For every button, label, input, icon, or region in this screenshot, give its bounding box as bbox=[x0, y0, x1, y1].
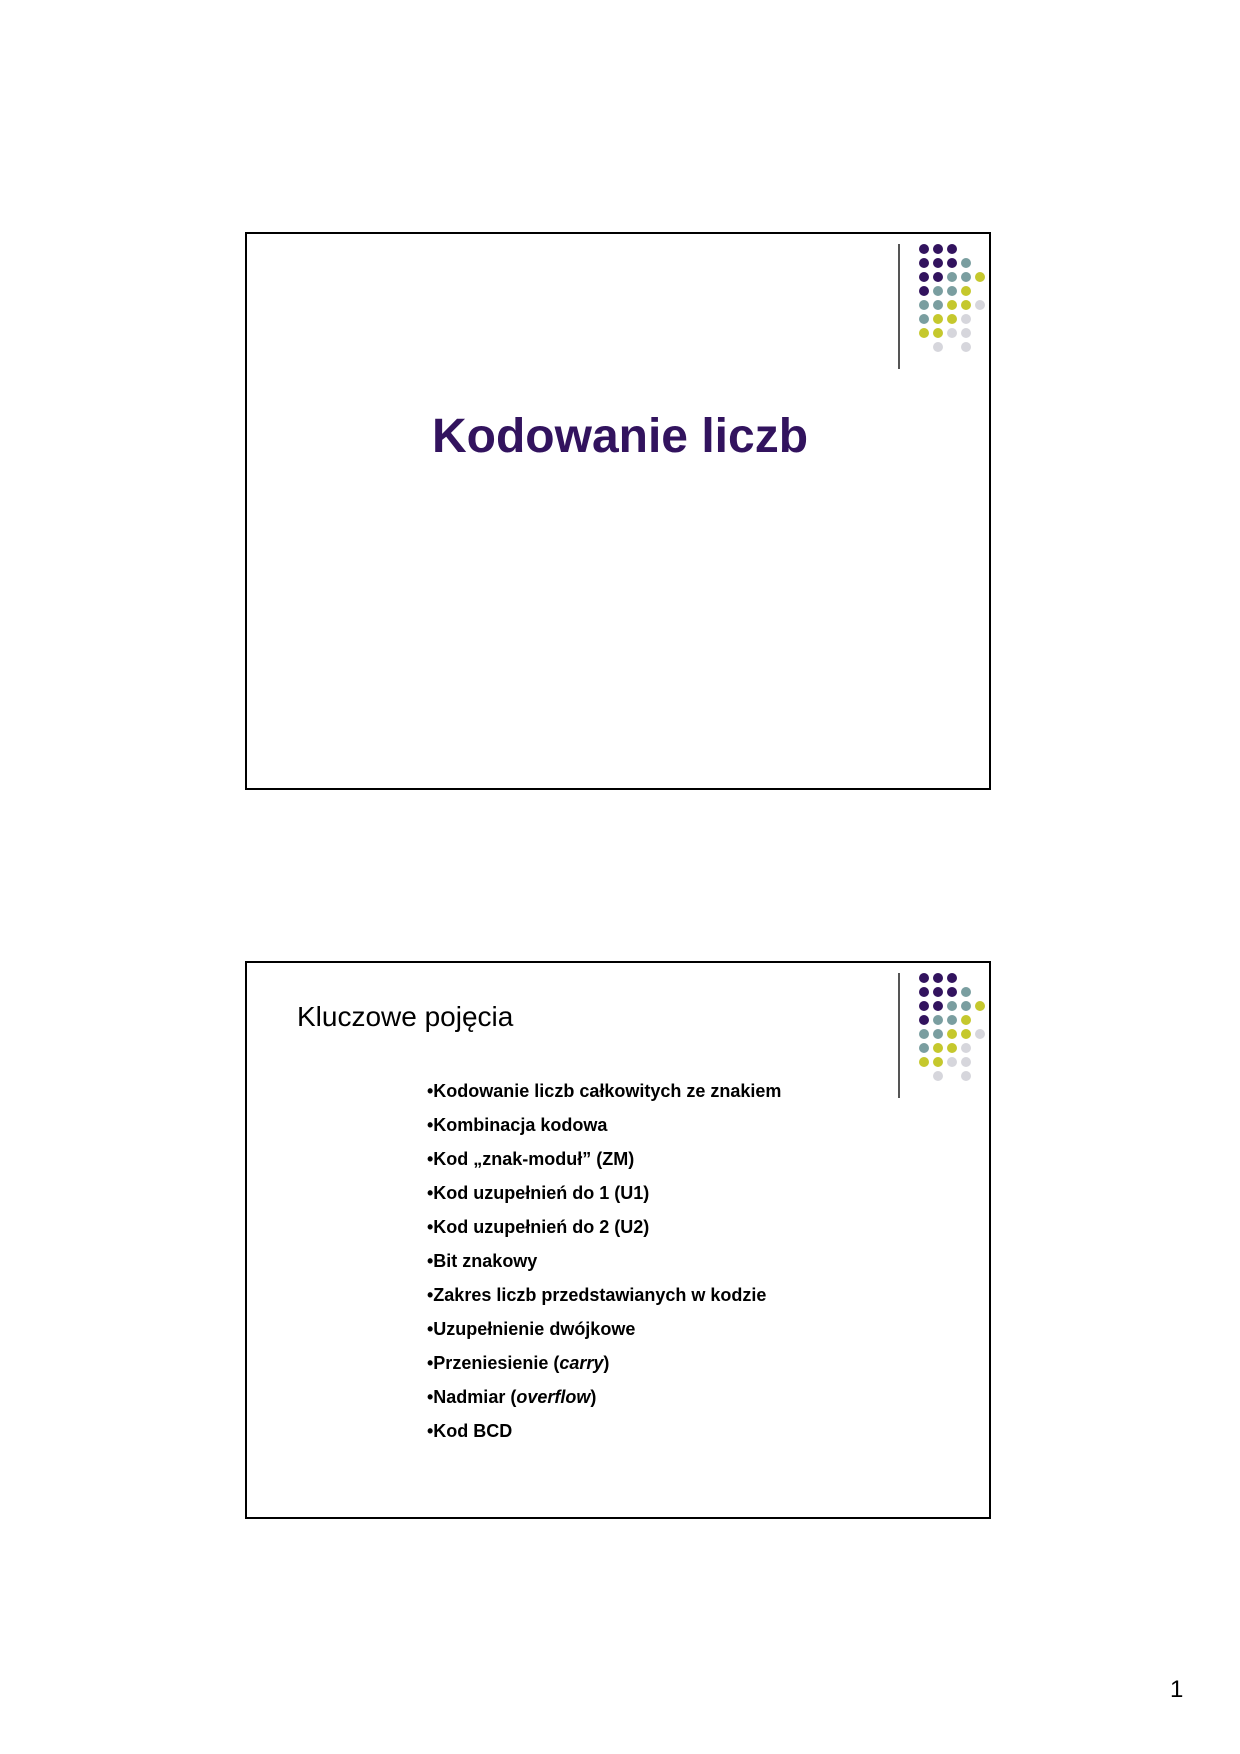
list-item: •Kod „znak-moduł” (ZM) bbox=[427, 1149, 635, 1169]
decorative-dot bbox=[919, 286, 929, 296]
decorative-dot-pattern bbox=[247, 234, 993, 394]
decorative-dot bbox=[947, 1043, 957, 1053]
decorative-dot bbox=[947, 286, 957, 296]
decorative-dot bbox=[947, 1001, 957, 1011]
decorative-dot bbox=[947, 328, 957, 338]
decorative-dot bbox=[919, 973, 929, 983]
decorative-dot bbox=[933, 1029, 943, 1039]
list-item-text: ) bbox=[590, 1387, 597, 1407]
list-item-text: •Przeniesienie ( bbox=[427, 1353, 560, 1373]
decorative-dot bbox=[961, 328, 971, 338]
decorative-dot bbox=[961, 342, 971, 352]
decorative-dot bbox=[961, 272, 971, 282]
list-item: •Kombinacja kodowa bbox=[427, 1115, 608, 1135]
decorative-divider-line bbox=[898, 244, 900, 369]
list-item: •Bit znakowy bbox=[427, 1251, 538, 1271]
decorative-dot bbox=[975, 1001, 985, 1011]
decorative-dot bbox=[947, 987, 957, 997]
decorative-dot bbox=[975, 1029, 985, 1039]
decorative-dot bbox=[919, 1001, 929, 1011]
decorative-dot bbox=[919, 987, 929, 997]
decorative-dot bbox=[947, 1029, 957, 1039]
decorative-dot bbox=[961, 258, 971, 268]
decorative-dot bbox=[961, 1001, 971, 1011]
decorative-dot bbox=[919, 1015, 929, 1025]
decorative-dot bbox=[919, 244, 929, 254]
decorative-dot bbox=[933, 272, 943, 282]
decorative-dot bbox=[975, 300, 985, 310]
list-item-emphasis: overflow bbox=[516, 1387, 591, 1407]
decorative-dot bbox=[947, 258, 957, 268]
list-item: •Zakres liczb przedstawianych w kodzie bbox=[427, 1285, 767, 1305]
list-item: •Kodowanie liczb całkowitych ze znakiem bbox=[427, 1081, 782, 1101]
decorative-dot bbox=[933, 300, 943, 310]
list-item: •Kod uzupełnień do 1 (U1) bbox=[427, 1183, 650, 1203]
decorative-dot bbox=[919, 328, 929, 338]
list-item bbox=[427, 1387, 781, 1421]
decorative-dot bbox=[933, 1043, 943, 1053]
decorative-dot bbox=[933, 244, 943, 254]
decorative-dot bbox=[961, 1043, 971, 1053]
slide-2 bbox=[245, 961, 991, 1519]
decorative-dot bbox=[961, 1015, 971, 1025]
list-item-text: ) bbox=[603, 1353, 610, 1373]
decorative-dot bbox=[933, 1071, 943, 1081]
slide-1-title: Kodowanie liczb bbox=[431, 410, 809, 463]
list-item: •Uzupełnienie dwójkowe bbox=[427, 1319, 636, 1339]
decorative-dot bbox=[933, 342, 943, 352]
decorative-dot bbox=[975, 272, 985, 282]
decorative-dot bbox=[919, 258, 929, 268]
decorative-dot bbox=[961, 1057, 971, 1067]
decorative-dot bbox=[933, 314, 943, 324]
decorative-divider-line bbox=[898, 973, 900, 1098]
decorative-dot bbox=[947, 314, 957, 324]
decorative-dot bbox=[961, 314, 971, 324]
decorative-dot bbox=[961, 1029, 971, 1039]
decorative-dot bbox=[933, 328, 943, 338]
decorative-dot bbox=[919, 272, 929, 282]
slide-2-title: Kluczowe pojęcia bbox=[297, 1001, 514, 1032]
decorative-dot bbox=[933, 286, 943, 296]
decorative-dot bbox=[961, 300, 971, 310]
decorative-dot bbox=[947, 1057, 957, 1067]
decorative-dot bbox=[947, 300, 957, 310]
decorative-dot bbox=[947, 272, 957, 282]
list-item-emphasis: carry bbox=[559, 1353, 604, 1373]
key-concepts-list bbox=[427, 1081, 781, 1455]
decorative-dot bbox=[933, 973, 943, 983]
decorative-dot bbox=[919, 1029, 929, 1039]
list-item bbox=[427, 1353, 781, 1387]
slide-1 bbox=[245, 232, 991, 790]
decorative-dot bbox=[933, 1001, 943, 1011]
decorative-dot bbox=[933, 258, 943, 268]
decorative-dot bbox=[933, 987, 943, 997]
decorative-dot bbox=[919, 1043, 929, 1053]
decorative-dot bbox=[961, 987, 971, 997]
decorative-dot bbox=[933, 1057, 943, 1067]
decorative-dot bbox=[919, 1057, 929, 1067]
decorative-dot bbox=[933, 1015, 943, 1025]
decorative-dot bbox=[947, 244, 957, 254]
decorative-dot bbox=[947, 973, 957, 983]
decorative-dot bbox=[947, 1015, 957, 1025]
page-number: 1 bbox=[1170, 1676, 1184, 1703]
decorative-dot bbox=[961, 1071, 971, 1081]
decorative-dot bbox=[919, 300, 929, 310]
list-item: •Kod BCD bbox=[427, 1421, 513, 1441]
decorative-dot bbox=[919, 314, 929, 324]
list-item: •Kod uzupełnień do 2 (U2) bbox=[427, 1217, 650, 1237]
decorative-dot bbox=[961, 286, 971, 296]
list-item-text: •Nadmiar ( bbox=[427, 1387, 517, 1407]
